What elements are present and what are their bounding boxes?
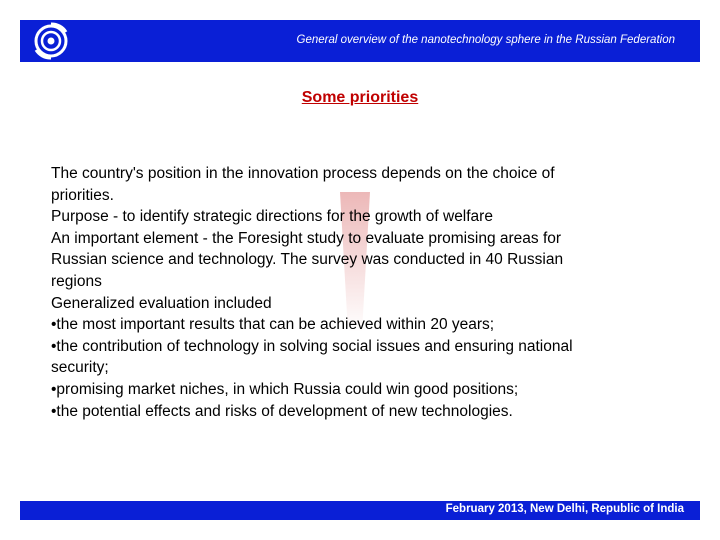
header-bar bbox=[20, 20, 700, 62]
body-line: priorities. bbox=[51, 186, 114, 204]
body-line: Russian science and technology. The survey was conducted in 40 Russian bbox=[51, 251, 564, 269]
body-line: An important element - the Foresight study to evaluate promising areas for bbox=[51, 229, 562, 247]
footer-text: February 2013, New Delhi, Republic of India bbox=[445, 503, 684, 515]
bullet-item: •the contribution of technology in solving social issues and ensuring national bbox=[51, 337, 573, 355]
logo-icon bbox=[30, 20, 72, 62]
body-line: regions bbox=[51, 272, 102, 290]
body-text bbox=[51, 163, 681, 422]
footer-bar bbox=[20, 501, 700, 520]
body-line: Generalized evaluation included bbox=[51, 294, 272, 312]
slide-title: Some priorities bbox=[301, 89, 419, 106]
bullet-item: •the potential effects and risks of development of new technologies. bbox=[51, 402, 513, 420]
bullet-item: •the most important results that can be achieved within 20 years; bbox=[51, 316, 495, 334]
body-line: The country's position in the innovation process depends on the choice of bbox=[51, 165, 555, 182]
header-title: General overview of the nanotechnology sphere in the Russian Federation bbox=[296, 34, 675, 46]
bullet-item: •promising market niches, in which Russia could win good positions; bbox=[51, 380, 519, 398]
bullet-item: security; bbox=[51, 359, 109, 377]
body-line: Purpose - to identify strategic directions for the growth of welfare bbox=[51, 208, 493, 226]
